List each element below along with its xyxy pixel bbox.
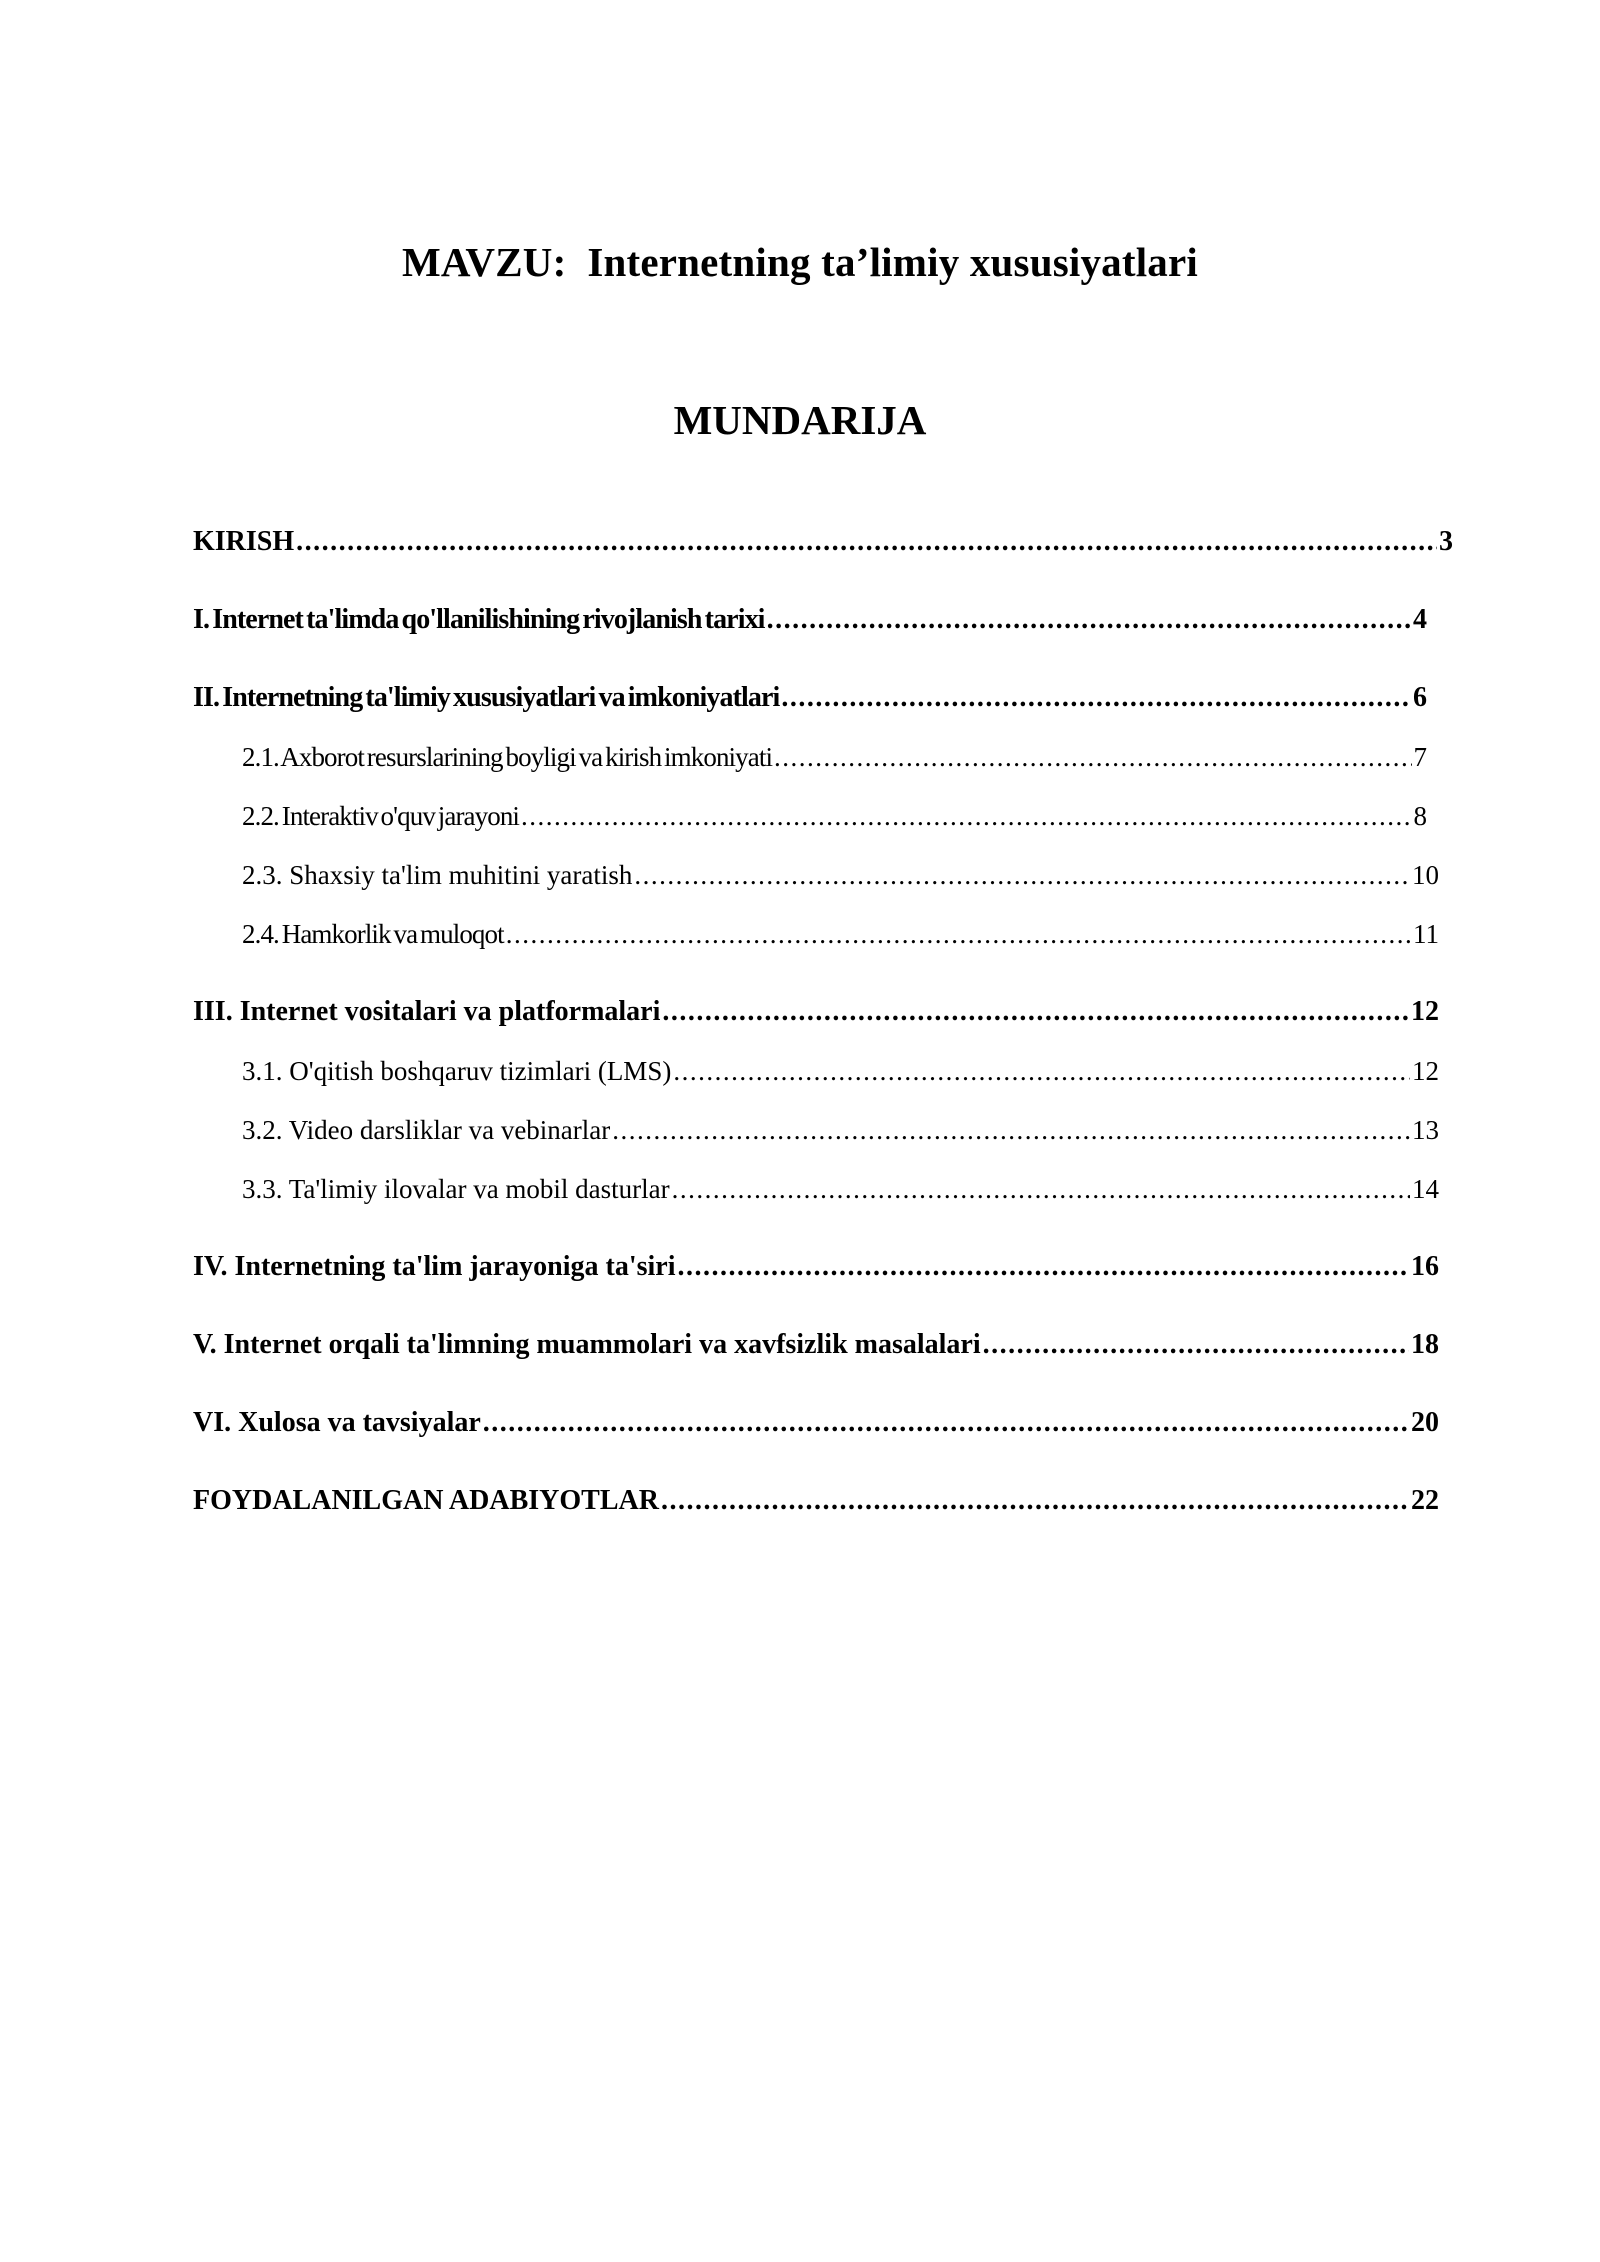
toc-entry-section-3-2[interactable] <box>242 1110 1439 1150</box>
toc-entry-page: 18 <box>1411 1329 1439 1360</box>
toc-entry-section-2-2[interactable] <box>242 796 1427 836</box>
toc-entry-label: V. Internet orqali ta'limning muammolari va xavfsizlik masalalari <box>193 1329 981 1360</box>
toc-entry-section-2[interactable] <box>193 678 1427 718</box>
toc-dot-leader <box>781 678 1411 718</box>
toc-dot-leader <box>521 796 1411 836</box>
toc-dot-leader <box>483 1403 1409 1443</box>
toc-entry-page: 16 <box>1411 1251 1439 1282</box>
toc-heading: MUNDARIJA <box>673 397 927 443</box>
toc-dot-leader <box>296 522 1437 562</box>
toc-dot-leader <box>672 1169 1410 1209</box>
toc-entry-page: 12 <box>1412 1056 1439 1086</box>
toc-entry-label: 2.2. Interaktiv o'quv jarayoni <box>242 801 520 831</box>
toc-entry-label: III. Internet vositalari va platformalari <box>193 996 661 1027</box>
toc-entry-page: 6 <box>1413 682 1427 713</box>
toc-entry-section-3[interactable] <box>193 992 1439 1032</box>
toc-entry-section-5[interactable] <box>193 1325 1439 1365</box>
toc-entry-page: 7 <box>1413 742 1427 772</box>
toc-entry-page: 3 <box>1439 526 1453 557</box>
toc-entry-page: 8 <box>1413 801 1427 831</box>
toc-dot-leader <box>774 737 1411 777</box>
toc-entry-label: KIRISH <box>193 526 295 557</box>
toc-entry-section-2-1[interactable] <box>242 737 1427 777</box>
toc-entry-label: IV. Internetning ta'lim jarayoniga ta'siri <box>193 1251 676 1282</box>
toc-entry-label: FOYDALANILGAN ADABIYOTLAR <box>193 1485 659 1516</box>
toc-dot-leader <box>634 855 1410 895</box>
toc-entry-page: 13 <box>1412 1115 1439 1145</box>
toc-entry-references[interactable] <box>193 1481 1439 1521</box>
toc-entry-section-3-1[interactable] <box>242 1051 1439 1091</box>
toc-entry-section-2-3[interactable] <box>242 855 1439 895</box>
toc-entry-label: 3.2. Video darsliklar va vebinarlar <box>242 1115 611 1145</box>
toc-entry-section-1[interactable] <box>193 600 1427 640</box>
toc-entry-label: 2.3. Shaxsiy ta'lim muhitini yaratish <box>242 860 633 890</box>
toc-entry-section-2-4[interactable] <box>242 914 1439 954</box>
toc-entry-page: 12 <box>1411 996 1439 1027</box>
toc-entry-page: 22 <box>1411 1485 1439 1516</box>
toc-dot-leader <box>612 1110 1410 1150</box>
toc-dot-leader <box>983 1325 1409 1365</box>
toc-entry-kirish[interactable] <box>193 522 1453 562</box>
toc-dot-leader <box>506 914 1411 954</box>
toc-entry-page: 14 <box>1412 1174 1439 1204</box>
toc-entry-section-4[interactable] <box>193 1247 1439 1287</box>
toc-entry-page: 10 <box>1412 860 1439 890</box>
toc-dot-leader <box>673 1051 1410 1091</box>
toc-entry-page: 20 <box>1411 1407 1439 1438</box>
toc-entry-page: 4 <box>1413 604 1427 635</box>
toc-entry-label: II. Internetning ta'limiy xususiyatlari va imkoniyatlari <box>193 682 780 713</box>
toc-dot-leader <box>662 992 1409 1032</box>
toc-dot-leader <box>767 600 1411 640</box>
toc-entry-section-6[interactable] <box>193 1403 1439 1443</box>
toc-entry-label: VI. Xulosa va tavsiyalar <box>193 1407 481 1438</box>
toc-entry-section-3-3[interactable] <box>242 1169 1439 1209</box>
toc-dot-leader <box>677 1247 1409 1287</box>
toc-entry-label: 3.1. O'qitish boshqaruv tizimlari (LMS) <box>242 1056 672 1086</box>
toc-entry-label: I. Internet ta'limda qo'llanilishining rivojlanish tarixi <box>193 604 765 635</box>
document-title: MAVZU: Internetning ta’limiy xususiyatlari <box>402 239 1198 285</box>
toc-entry-label: 2.1. Axborot resurslarining boyligi va kirish imkoniyati <box>242 742 773 772</box>
toc-dot-leader <box>661 1481 1409 1521</box>
toc-entry-page: 11 <box>1413 919 1439 949</box>
toc-entry-label: 3.3. Ta'limiy ilovalar va mobil dasturlar <box>242 1174 670 1204</box>
toc-entry-label: 2.4. Hamkorlik va muloqot <box>242 919 504 949</box>
